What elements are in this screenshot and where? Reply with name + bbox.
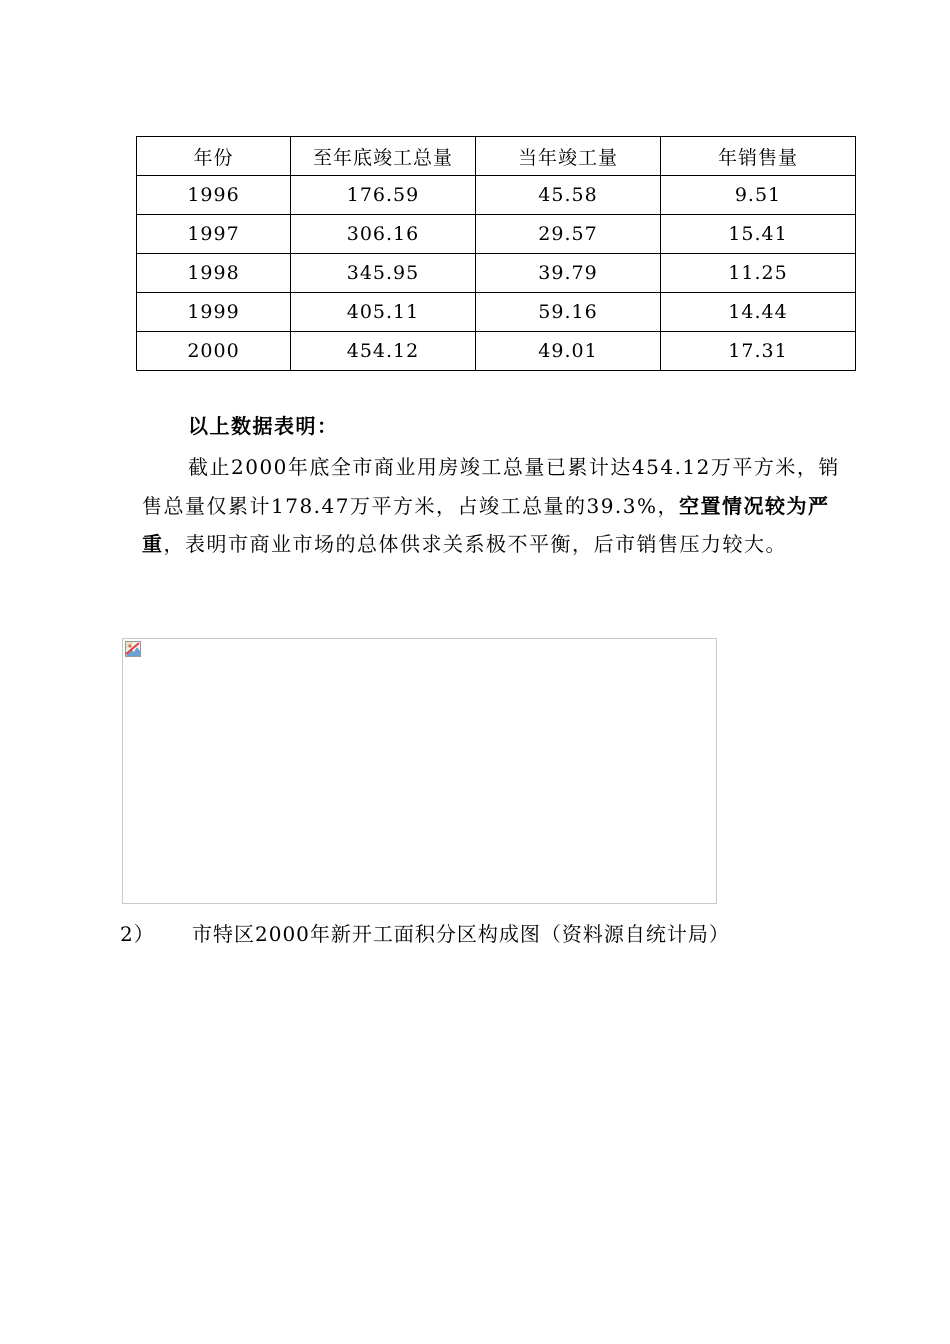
table-cell: 454.12 [291, 332, 476, 371]
table-header-row [137, 137, 856, 176]
summary-text-part1: 截止2000年底全市商业用房竣工总量已累计达454.12万平方米，销售总量仅累计178.47万平方米，占竣工总量的39.3%， [142, 455, 840, 518]
table-cell: 49.01 [476, 332, 661, 371]
table-cell: 176.59 [291, 176, 476, 215]
table-cell: 59.16 [476, 293, 661, 332]
header-cumulative-completion: 至年底竣工总量 [291, 137, 476, 176]
header-annual-completion: 当年竣工量 [476, 137, 661, 176]
caption-text: 市特区2000年新开工面积分区构成图（资料源自统计局） [192, 922, 730, 946]
table-cell: 15.41 [661, 215, 856, 254]
table-cell: 2000 [137, 332, 291, 371]
table-row [137, 293, 856, 332]
summary-text-emphasis: 空置情况较为严重 [142, 493, 830, 556]
data-table [136, 136, 856, 371]
table-cell: 14.44 [661, 293, 856, 332]
table-cell: 29.57 [476, 215, 661, 254]
summary-text-part2: ，表明市商业市场的总体供求关系极不平衡，后市销售压力较大。 [163, 532, 787, 556]
table-cell: 17.31 [661, 332, 856, 371]
summary-heading: 以上数据表明： [188, 414, 339, 438]
table-row [137, 254, 856, 293]
table-row [137, 176, 856, 215]
summary-paragraph [142, 448, 842, 564]
table-cell: 9.51 [661, 176, 856, 215]
broken-image-icon [125, 641, 141, 657]
table-cell: 405.11 [291, 293, 476, 332]
figure-caption [120, 918, 730, 947]
header-annual-sales: 年销售量 [661, 137, 856, 176]
header-year: 年份 [137, 137, 291, 176]
table-cell: 1996 [137, 176, 291, 215]
caption-number: 2） [120, 922, 155, 946]
table-cell: 345.95 [291, 254, 476, 293]
table-cell: 39.79 [476, 254, 661, 293]
chart-image-placeholder [122, 638, 717, 904]
table-cell: 45.58 [476, 176, 661, 215]
table-cell: 11.25 [661, 254, 856, 293]
table-cell: 306.16 [291, 215, 476, 254]
table-cell: 1999 [137, 293, 291, 332]
table-row [137, 215, 856, 254]
table-cell: 1997 [137, 215, 291, 254]
table-row [137, 332, 856, 371]
table-cell: 1998 [137, 254, 291, 293]
